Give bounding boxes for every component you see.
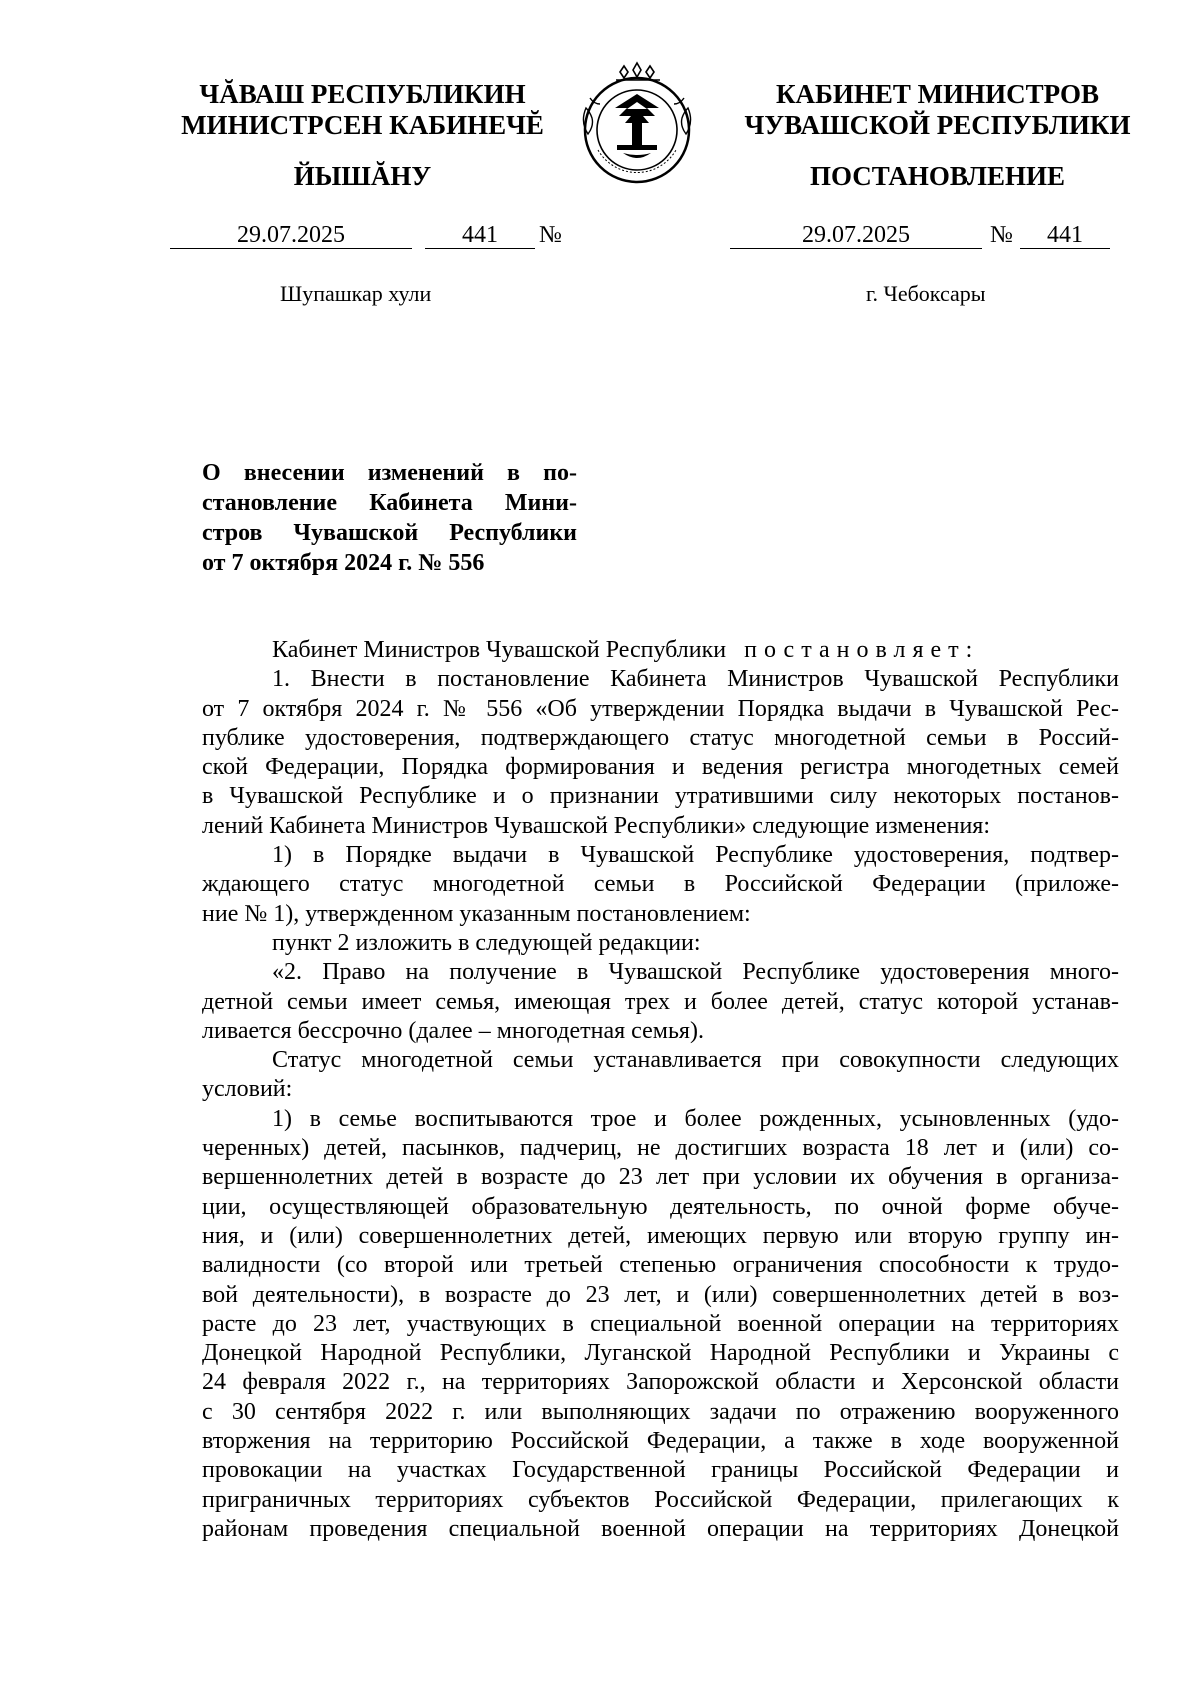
subject-line: становление Кабинета Мини- <box>202 490 577 516</box>
body-line: расте до 23 лет, участвующих в специальной военной операции на территориях <box>202 1310 1119 1337</box>
header-right-line1: КАБИНЕТ МИНИСТРОВ <box>775 79 1100 109</box>
body-line: ждающего статус многодетной семьи в Российской Федерации (приложе- <box>202 871 1119 898</box>
body-line: условий: <box>202 1076 293 1103</box>
body-line: с 30 сентября 2022 г. или выполняющих задачи по отражению вооруженного <box>202 1398 1119 1425</box>
header-left-date: 29.07.2025 <box>170 223 412 249</box>
header-left-doc-type: ЙЫШĂНУ <box>293 161 432 191</box>
chuvash-republic-coat-of-arms-icon <box>568 58 706 188</box>
header-right-number-sign: № <box>990 222 1013 248</box>
header-right-title <box>730 79 1145 141</box>
body-line: детной семьи имеет семья, имеющая трех и более детей, статус которой устанав- <box>202 988 1119 1015</box>
subject-line: О внесении изменений в по- <box>202 460 577 486</box>
header-right-number: 441 <box>1020 223 1110 249</box>
emblem-svg <box>568 58 706 188</box>
subject-line: от 7 октября 2024 г. № 556 <box>202 550 485 576</box>
body-intro-text: Кабинет Министров Чувашской Республики <box>272 637 727 663</box>
body-line: провокации на участках Государственной границы Российской Федерации и <box>202 1457 1119 1484</box>
body-line: Статус многодетной семьи устанавливается при совокупности следующих <box>272 1047 1119 1074</box>
body-line: 1) в Порядке выдачи в Чувашской Республике удостоверения, подтвер- <box>272 842 1119 869</box>
body-line: ливается бессрочно (далее – многодетная семья). <box>202 1017 704 1044</box>
body-line: районам проведения специальной военной операции на территориях Донецкой <box>202 1515 1119 1542</box>
body-intro-verb: постановляет: <box>744 637 980 663</box>
body-line: ции, осуществляющей образовательную деятельность, по очной форме обуче- <box>202 1193 1119 1220</box>
body-line: 1) в семье воспитываются трое и более рожденных, усыновленных (удо- <box>272 1105 1119 1132</box>
body-line: ния, и (или) совершеннолетних детей, имеющих первую или вторую группу ин- <box>202 1222 1119 1249</box>
document-subject <box>202 458 577 578</box>
body-line: лений Кабинета Министров Чувашской Республики» следующие изменения: <box>202 812 991 839</box>
header-left-title <box>165 79 560 141</box>
header-right-doc-type: ПОСТАНОВЛЕНИЕ <box>809 161 1066 191</box>
subject-line: стров Чувашской Республики <box>202 520 577 546</box>
body-line: ской Федерации, Порядка формирования и ведения регистра многодетных семей <box>202 754 1119 781</box>
document-body <box>202 636 1119 1544</box>
body-line: 1. Внести в постановление Кабинета Министров Чувашской Республики <box>272 666 1119 693</box>
header-right-city: г. Чебоксары <box>866 281 986 306</box>
header-right-date: 29.07.2025 <box>730 223 982 249</box>
body-line: в Чувашской Республике и о признании утратившими силу некоторых постанов- <box>202 783 1119 810</box>
body-line: Донецкой Народной Республики, Луганской Народной Республики и Украины с <box>202 1340 1119 1367</box>
header-left-line2: МИНИСТРСЕН КАБИНЕЧĔ <box>181 110 544 140</box>
body-line: вторжения на территорию Российской Федерации, а также в ходе вооруженной <box>202 1428 1119 1455</box>
body-line: приграничных территориях субъектов Российской Федерации, прилегающих к <box>202 1486 1119 1513</box>
body-line: публике удостоверения, подтверждающего статус многодетной семьи в Россий- <box>202 724 1119 751</box>
body-line: ние № 1), утвержденном указанным постановлением: <box>202 900 751 927</box>
header-right-line2: ЧУВАШСКОЙ РЕСПУБЛИКИ <box>744 110 1131 140</box>
header-left-number: 441 <box>425 223 535 249</box>
body-line: вершеннолетних детей в возрасте до 23 лет при условии их обучения в организа- <box>202 1164 1119 1191</box>
header-left-number-sign: № <box>539 222 562 248</box>
body-line: валидности (со второй или третьей степенью ограничения способности к трудо- <box>202 1252 1119 1279</box>
body-line: от 7 октября 2024 г. № 556 «Об утверждении Порядка выдачи в Чувашской Рес- <box>202 695 1119 722</box>
body-line: пункт 2 изложить в следующей редакции: <box>272 929 701 956</box>
header-left-city: Шупашкар хули <box>280 281 432 306</box>
body-intro <box>202 636 1119 665</box>
body-line: вой деятельности), в возрасте до 23 лет, и (или) совершеннолетних детей в воз- <box>202 1281 1119 1308</box>
body-line: черенных) детей, пасынков, падчериц, не достигших возраста 18 лет и (или) со- <box>202 1135 1119 1162</box>
header-left-line1: ЧĂВАШ РЕСПУБЛИКИН <box>199 79 526 109</box>
body-line: «2. Право на получение в Чувашской Республике удостоверения много- <box>272 959 1119 986</box>
body-line: 24 февраля 2022 г., на территориях Запорожской области и Херсонской области <box>202 1369 1119 1396</box>
